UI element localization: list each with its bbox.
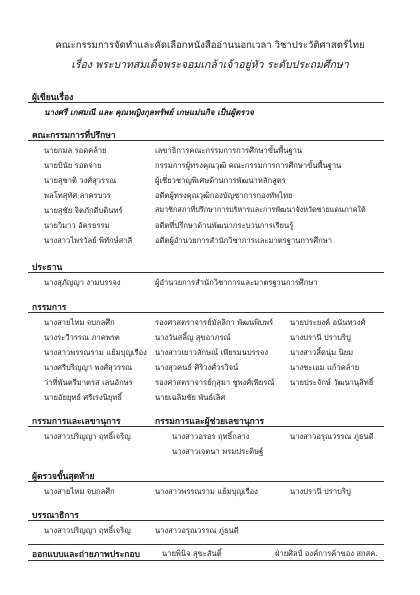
advisor-name: นายสุชาติ วงศ์สุวรรณ [44,176,117,185]
assistant-secretary-title: กรรมการและผู้ช่วยเลขานุการ [155,417,265,427]
advisor-name: พลโทสุทัศ ลาครบวร [44,191,111,200]
editor-name: นางสาวปริญญา ฤทธิ์เจริญ [44,526,131,535]
divider [28,272,384,273]
designer-name: นายพินิจ สุขะสันติ์ [162,549,222,558]
advisor-role: กรรมการผู้ทรงคุณวุฒิ คณะกรรมการการศึกษาขั้นพื้นฐาน [155,161,342,170]
committee-member: ว่าที่พันตรีมาตรส เลนอักษร [44,378,133,387]
committee-member: นายประจักษ์ วัฒนานุสิทธิ์ [290,378,374,387]
committee-member: นางสาวสิ้ดนุ่ม นิยม [290,348,354,357]
advisor-role: ผู้เชี่ยวชาญพิเศษด้านการพัฒนาหลักสูตร [155,176,286,185]
advisor-role: อดีตผู้อำนวยการสำนักวิชาการและมาตรฐานการศึกษา [155,236,333,245]
committee-member: นางวันสลิ้ญ สุขอาภรณ์ [155,333,231,342]
divider [28,140,384,141]
assistant-secretary-name: นางสาวเจตนา พรมประดิษฐ์ [172,447,264,456]
committee-member: นางชะเอม แก้วคล้าย [290,363,360,372]
advisor-name: นายสุชัย จิตภักดีบดินทร์ [44,206,123,215]
committee-member: นางสุวคนธ์ ศิริวงศ์วรวิจน์ [155,363,239,372]
assistant-secretary-name: นางสาวอรุณวรรณ ภู่ธนดี [290,432,374,441]
chair-title: ประธาน [32,263,63,273]
advisor-role: อดีตผู้ทรงคุณวุฒิกองบัญชาการกองทัพไทย [155,191,293,200]
reviewer-name: นางสายไหม จบกลศึก [44,487,115,496]
advisor-name: นายบินัย รอดจ่าย [44,161,102,170]
advisor-role: เลขาธิการคณะกรรมการการศึกษาขั้นพื้นฐาน [155,146,303,155]
advisor-name: นางสาวไพรวัลย์ พิทักษ์สาลี [44,236,133,245]
committee-member: นายอัยยุทธ์ ศรีเรงนิยุทธิ์ [44,393,122,402]
authors-line: นางศรี เกศมณี และ คุณหญิงกุลทรัพย์ เกษแม่นกิจ เป็นผู้ตรวจ [44,108,254,117]
committee-member: นายเฉลิมชัย พันธ์เลิศ [155,393,226,402]
chair-name: นางสุภัญญา งามบรรจง [44,278,121,287]
divider [28,544,384,545]
advisor-role: อดีตที่ปรึกษาด้านพัฒนากระบวนการเรียนรู้ [155,221,294,230]
committee-member: นายประยงค์ อนันทวงศ์ [290,318,366,327]
chair-role: ผู้อำนวยการสำนักวิชาการและมาตรฐานการศึกษา [155,278,318,287]
divider [28,426,384,427]
secretary-title: กรรมการและเลขานุการ [32,417,121,427]
authors-title: ผู้เขียนเรื่อง [32,93,74,103]
assistant-secretary-name: นางสาวอรอร ฤทธิ์กลาง [172,432,250,441]
divider [28,102,384,103]
advisor-name: นายกมล รอดคล้าย [44,146,107,155]
divider [28,312,384,313]
editor-name: นางสาวอรุณวรรณ ภู่ธนดี [155,526,239,535]
header-line-2: เรื่อง พระบาทสมเด็จพระจอมเกล้าเจ้าอยู่หัว ระดับประถมศึกษา [71,59,349,71]
design-title: ออกแบบและถ่ายภาพประกอบ [32,550,140,560]
advisor-name: นายวิมาว อัครธรรม [44,221,110,230]
reviewer-name: นางสาวพรรณราม แย้มบุญเรือง [155,487,258,496]
advisor-role: สมาชิกสภาที่ปรึกษาการบริหารและการพัฒนาจังหวัดชายแดนภาคใต้ [155,205,366,214]
advisors-title: คณะกรรมการที่ปรึกษา [32,131,116,141]
committee-member: นางปรานี ปราบริปู [290,333,351,342]
committee-member: นางสาวเยาวลักษณ์ เพียรมนบรรจง [155,348,269,357]
committee-member: นางสายไหม จบกลศึก [44,318,115,327]
committee-member: นางระวีวรรณ ภาคพรต [44,333,120,342]
committee-member: รองศาสตราจารย์กุสุมา ชูพงศ์เพียรณ์ [155,378,275,387]
committee-member: นางสาวพรรณราม แย้มบุญเรือง [44,348,147,357]
committee-member: รองศาสตราจารย์มัลลิกา พัฒนพิบพร์ [155,318,274,327]
editors-title: บรรณาธิการ [32,511,79,521]
committee-member: นางศรีปริญญา พงศ์สุวรรณ [44,363,133,372]
reviewer-name: นางปรานี ปราบริปู [290,487,351,496]
divider [28,520,384,521]
divider [28,481,384,482]
final-reviewers-title: ผู้ตรวจขั้นสุดท้าย [32,472,95,482]
header-line-1: คณะกรรมการจัดทำและคัดเลือกหนังสืออ่านนอกเวลา วิชาประวัติศาสตร์ไทย [55,40,365,51]
designer-org: ฝ่ายศิลป์ องค์การค้าของ สกสค. [275,549,378,558]
divider [28,560,384,561]
secretary-name: นางสาวปริญญา ฤทธิ์เจริญ [44,432,131,441]
committee-title: กรรมการ [32,303,67,313]
